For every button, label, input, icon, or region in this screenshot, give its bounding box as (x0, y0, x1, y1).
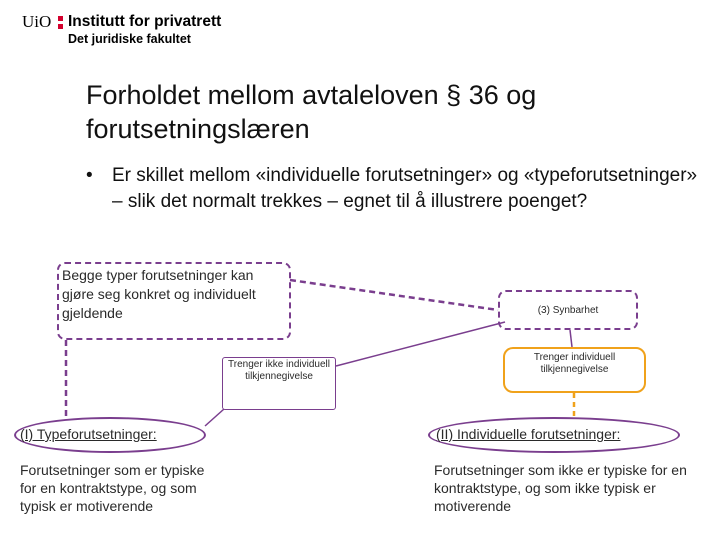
connector-ikke-symbarhet (336, 322, 505, 366)
box-trenger-individuell-text: Trenger individuell tilkjennegivelse (533, 352, 616, 375)
logo-institute-name: Institutt for privatrett (68, 13, 222, 30)
body-individuelle: Forutsetninger som ikke er typiske for en kontraktstype, og som ikke typisk er motiverende (434, 462, 687, 514)
box-trenger-ikke-text: Trenger ikke individuell tilkjennegivelse (228, 359, 330, 382)
label-individuelle: (II) Individuelle forutsetninger: (436, 426, 621, 442)
slide-title: Forholdet mellom avtaleloven § 36 og forutsetningslæren (86, 80, 537, 144)
connector-symbarhet-indiv (570, 330, 572, 347)
label-typeforutsetninger: (I) Typeforutsetninger: (20, 426, 157, 442)
bullet-symbol: • (86, 165, 93, 186)
connector-left-ikke (205, 409, 224, 426)
bullet-text: Er skillet mellom «individuelle forutsetninger» og «typeforutsetninger» – slik det normalt trekkes – egnet til å illustrere poenget? (112, 165, 698, 212)
box-begge-text: Begge typer forutsetninger kan gjøre seg konkret og individuelt gjeldende (62, 267, 256, 321)
logo-uio-text: UiO (22, 12, 52, 31)
logo-faculty-name: Det juridiske fakultet (68, 32, 191, 46)
body-typeforutsetninger: Forutsetninger som er typiske for en kontraktstype, og som typisk er motiverende (20, 462, 205, 514)
box-symbarhet-text: (3) Synbarhet (537, 305, 599, 316)
connector-begge-symbarhet (290, 280, 498, 310)
